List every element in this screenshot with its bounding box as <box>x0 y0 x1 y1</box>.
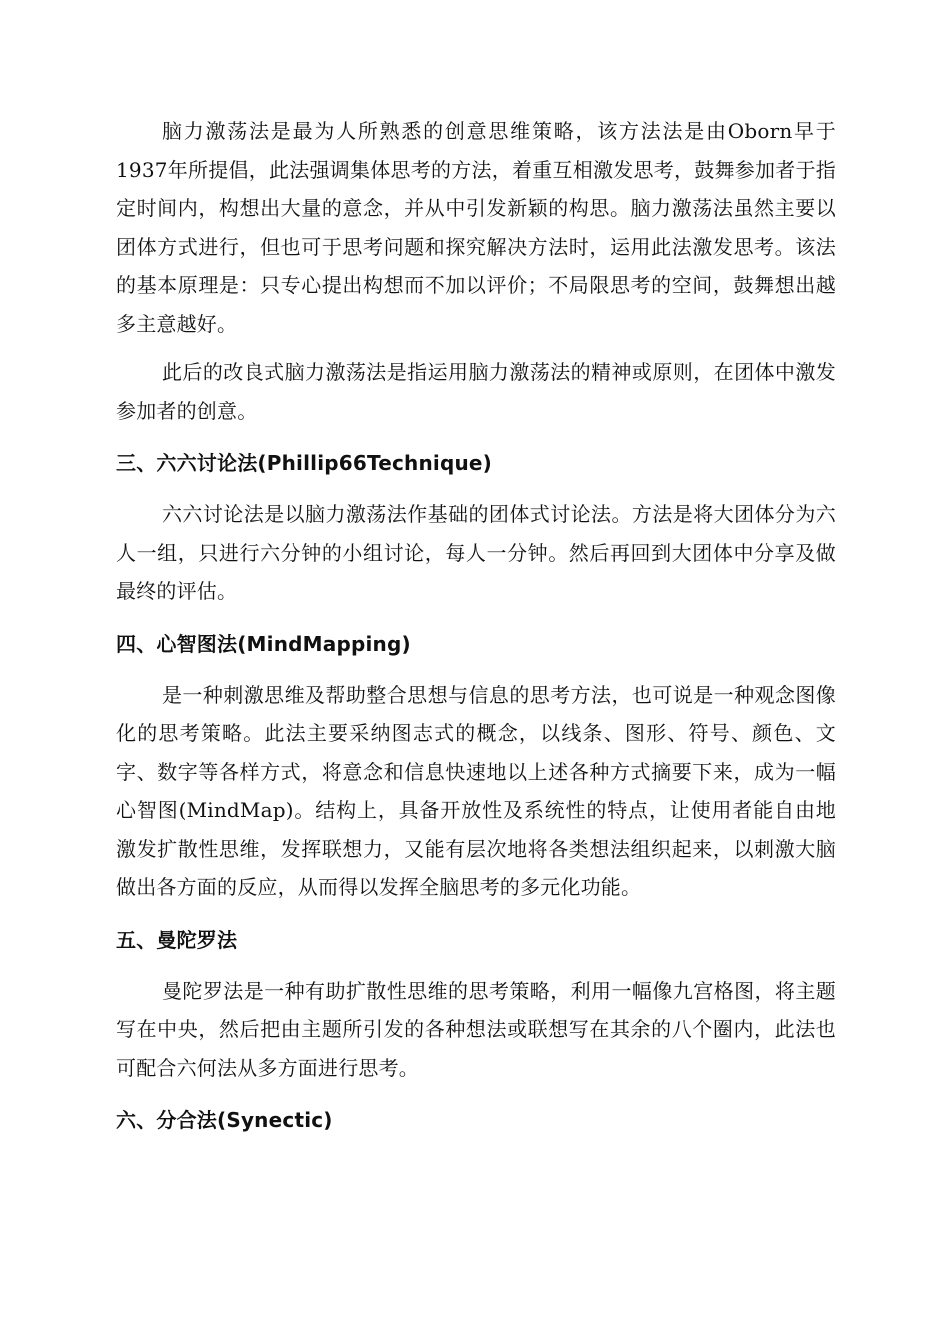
paragraph-improved-brainstorm: 此后的改良式脑力激荡法是指运用脑力激荡法的精神或原则，在团体中激发参加者的创意。 <box>116 360 836 423</box>
paragraph-brainstorm: 脑力激荡法是最为人所熟悉的创意思维策略，该方法法是由Oborn早于1937年所提倡，此法强调集体思考的方法，着重互相激发思考，鼓舞参加者于指定时间内，构想出大量的意念，并从中引发新颖的构思。脑力激荡法虽然主要以团体方式进行，但也可于思考问题和探究解决方法时，运用此法激发思考。该法的基本原理是：只专心提出构想而不加以评价；不局限思考的空间，鼓舞想出越多主意越好。 <box>116 119 836 336</box>
paragraph-mandala: 曼陀罗法是一种有助扩散性思维的思考策略，利用一幅像九宫格图，将主题写在中央，然后把由主题所引发的各种想法或联想写在其余的八个圈内，此法也可配合六何法从多方面进行思考。 <box>116 978 836 1080</box>
heading-mandala: 五、曼陀罗法 <box>116 927 238 952</box>
paragraph-mind-mapping: 是一种刺激思维及帮助整合思想与信息的思考方法，也可说是一种观念图像化的思考策略。此法主要采纳图志式的概念，以线条、图形、符号、颜色、文字、数字等各样方式，将意念和信息快速地以上述各种方式摘要下来，成为一幅心智图(MindMap)。结构上，具备开放性及系统性的特点，让使用者能自由地激发扩散性思维，发挥联想力，又能有层次地将各类想法组织起来，以刺激大脑做出各方面的反应，从而得以发挥全脑思考的多元化功能。 <box>116 682 836 899</box>
document-body <box>116 112 836 1139</box>
heading-mind-mapping: 四、心智图法(MindMapping) <box>116 631 411 656</box>
heading-phillip66: 三、六六讨论法(Phillip66Technique) <box>116 451 493 475</box>
paragraph-phillip66: 六六讨论法是以脑力激荡法作基础的团体式讨论法。方法是将大团体分为六人一组，只进行六分钟的小组讨论，每人一分钟。然后再回到大团体中分享及做最终的评估。 <box>116 502 836 603</box>
heading-synectic: 六、分合法(Synectic) <box>116 1108 333 1132</box>
